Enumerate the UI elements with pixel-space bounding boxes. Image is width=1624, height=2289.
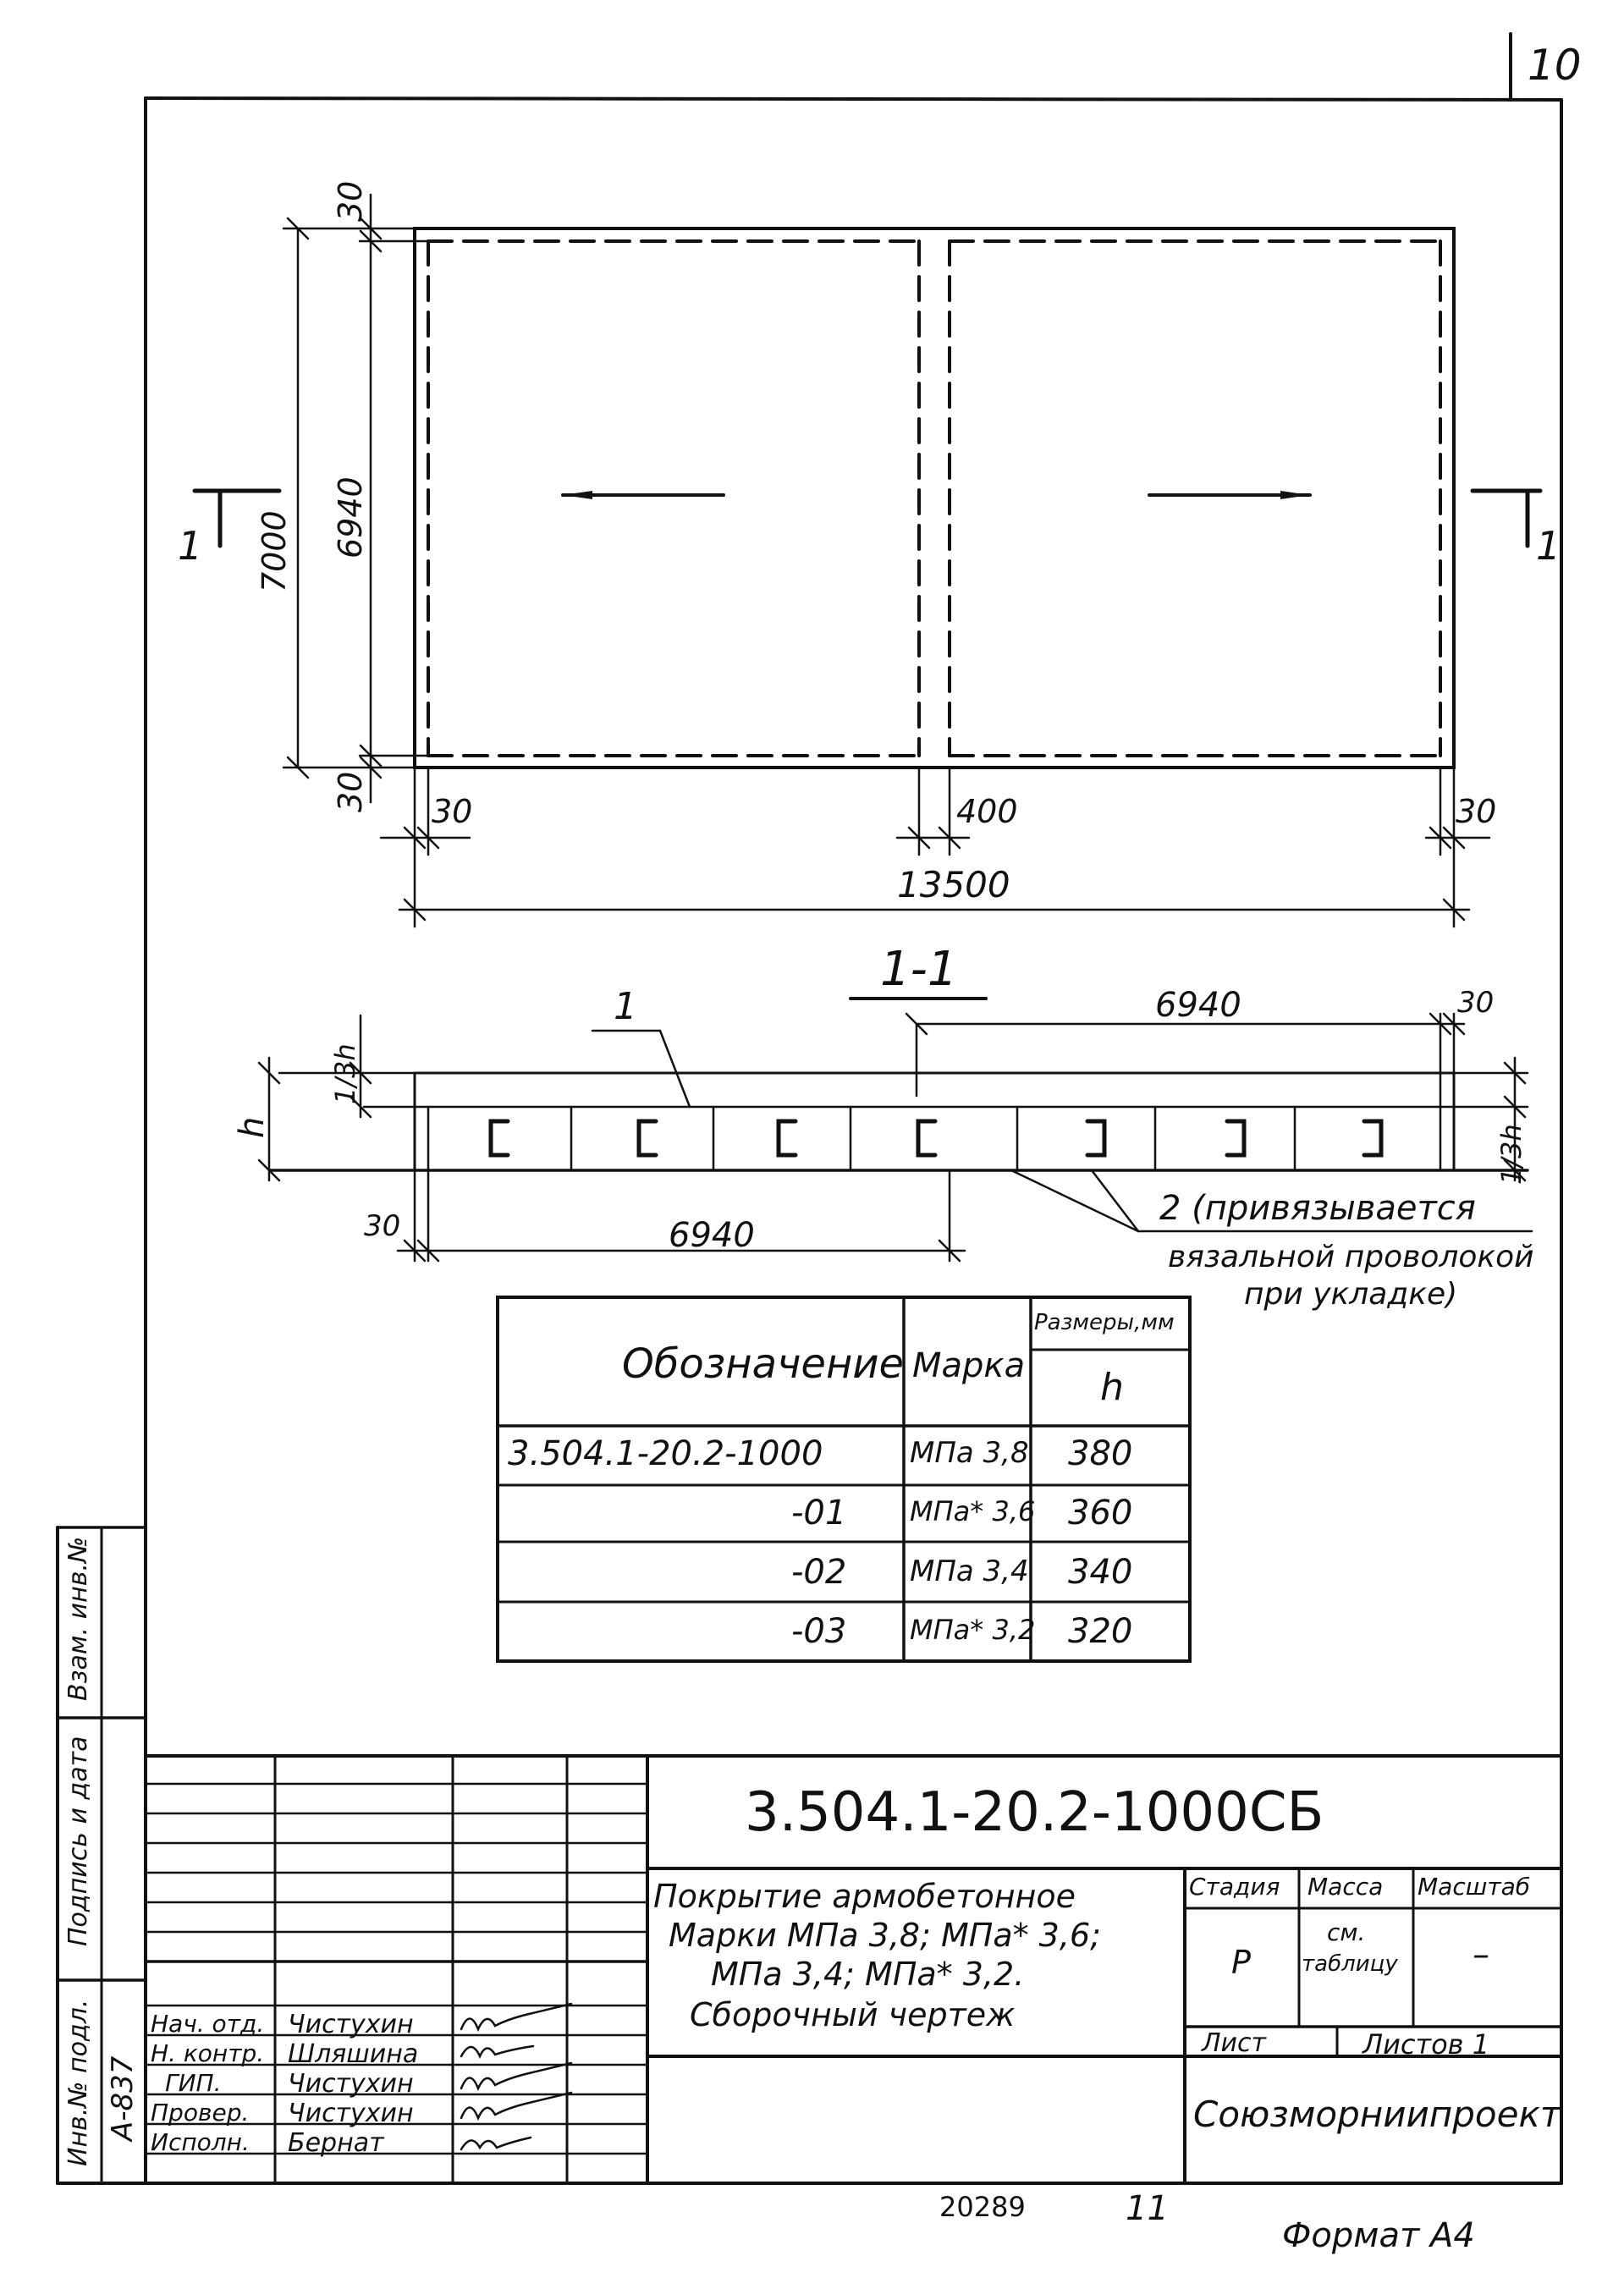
stamp-sign-date: Подпись и дата (63, 1736, 93, 1946)
sheet-number: 10 (1528, 41, 1582, 90)
dim-bottom-edge: 30 (364, 1209, 401, 1243)
dim-edge-top: 30 (332, 180, 369, 222)
callout-2-line1: 2 (привязывается (1159, 1189, 1476, 1228)
sheet-frame (58, 98, 1561, 2183)
table-row-3-designation: -02 (791, 1553, 847, 1592)
table-header-mark: Марка (912, 1346, 1026, 1385)
signature-scribbles (461, 2004, 571, 2149)
description-line-3: МПа 3,4; МПа* 3,2. (711, 1956, 1025, 1993)
dim-edge-right: 30 (1456, 793, 1497, 830)
value-scale: – (1473, 1935, 1489, 1974)
table-row-3-h: 340 (1068, 1553, 1133, 1592)
dim-gap: 400 (956, 793, 1018, 830)
value-mass-line2: таблицу (1302, 1951, 1398, 1977)
stamp-inv-orig: Инв.№ подл. (63, 1999, 93, 2166)
format-label: Формат А4 (1282, 2216, 1475, 2255)
table-header-sizes: Размеры,мм (1034, 1310, 1175, 1335)
signature-name-2: Шляшина (288, 2039, 419, 2069)
signature-name-1: Чистухин (288, 2010, 414, 2039)
table-row-3-mark: МПа 3,4 (910, 1554, 1029, 1588)
callout-1: 1 (614, 985, 637, 1028)
dim-bottom-length: 6940 (669, 1216, 755, 1255)
table-row-4-designation: -03 (791, 1612, 847, 1651)
table-row-1-mark: МПа 3,8 (910, 1436, 1029, 1470)
signature-role-2: Н. контр. (151, 2039, 265, 2067)
header-mass: Масса (1307, 1873, 1384, 1901)
dim-edge-bottom: 30 (332, 771, 369, 812)
sheet-label: Лист (1202, 2028, 1267, 2058)
section-mark-left: 1 (178, 523, 203, 569)
table-row-2-mark: МПа* 3,6 (910, 1495, 1036, 1527)
table-row-2-designation: -01 (791, 1494, 847, 1532)
stamp-inv-replace: Взам. инв.№ (63, 1536, 93, 1701)
signature-role-4: Провер. (151, 2099, 250, 2127)
dim-total-height: 7000 (256, 510, 293, 592)
description-line-2: Марки МПа 3,8; МПа* 3,6; (669, 1917, 1101, 1954)
signature-name-3: Чистухин (288, 2069, 414, 2099)
section-title: 1-1 (880, 942, 958, 997)
stamp-inv-value: А-837 (106, 2055, 140, 2141)
signature-role-3: ГИП. (165, 2069, 222, 2097)
dim-edge-left: 30 (432, 793, 473, 830)
table-header-designation: Обозначение (622, 1340, 905, 1388)
section-marks (195, 491, 1540, 546)
callout-2-line2: вязальной проволокой (1168, 1240, 1534, 1274)
dim-total-length: 13500 (897, 864, 1010, 905)
table-header-h: h (1100, 1366, 1124, 1409)
dim-top-edge: 30 (1457, 986, 1495, 1020)
signature-name-4: Чистухин (288, 2099, 414, 2128)
value-stage: Р (1231, 1944, 1251, 1981)
description-line-4: Сборочный чертеж (690, 1996, 1016, 2033)
organization-name: Союзморниипроект (1193, 2094, 1561, 2135)
drawing-code: 3.504.1-20.2-1000СБ (745, 1781, 1324, 1844)
table-row-4-h: 320 (1068, 1612, 1133, 1651)
dim-top-length: 6940 (1155, 986, 1241, 1025)
section-mark-right: 1 (1536, 523, 1561, 569)
description-line-1: Покрытие армобетонное (653, 1878, 1076, 1915)
table-row-2-h: 360 (1068, 1494, 1133, 1532)
header-stage: Стадия (1189, 1873, 1280, 1901)
sheets-count-label: Листов 1 (1363, 2028, 1490, 2061)
footer-number: 20289 (939, 2191, 1026, 2223)
header-scale: Масштаб (1418, 1873, 1531, 1901)
table-row-1-h: 380 (1068, 1434, 1133, 1473)
table-row-1-designation: 3.504.1-20.2-1000 (508, 1434, 823, 1473)
dim-third-h-left: 1/3h (329, 1043, 361, 1104)
callout-2-line3: при укладке) (1244, 1277, 1458, 1312)
value-mass-line1: см. (1327, 1918, 1366, 1946)
signature-role-1: Нач. отд. (151, 2010, 265, 2038)
table-row-4-mark: МПа* 3,2 (910, 1614, 1036, 1646)
dim-inner-height: 6940 (332, 476, 369, 558)
dim-h: h (233, 1116, 272, 1138)
plan-view (415, 228, 1454, 768)
signature-name-5: Бернат (288, 2128, 384, 2158)
dim-third-h-right: 1/3h (1495, 1124, 1528, 1185)
signature-role-5: Исполн. (151, 2128, 250, 2156)
footer-page: 11 (1126, 2189, 1169, 2228)
